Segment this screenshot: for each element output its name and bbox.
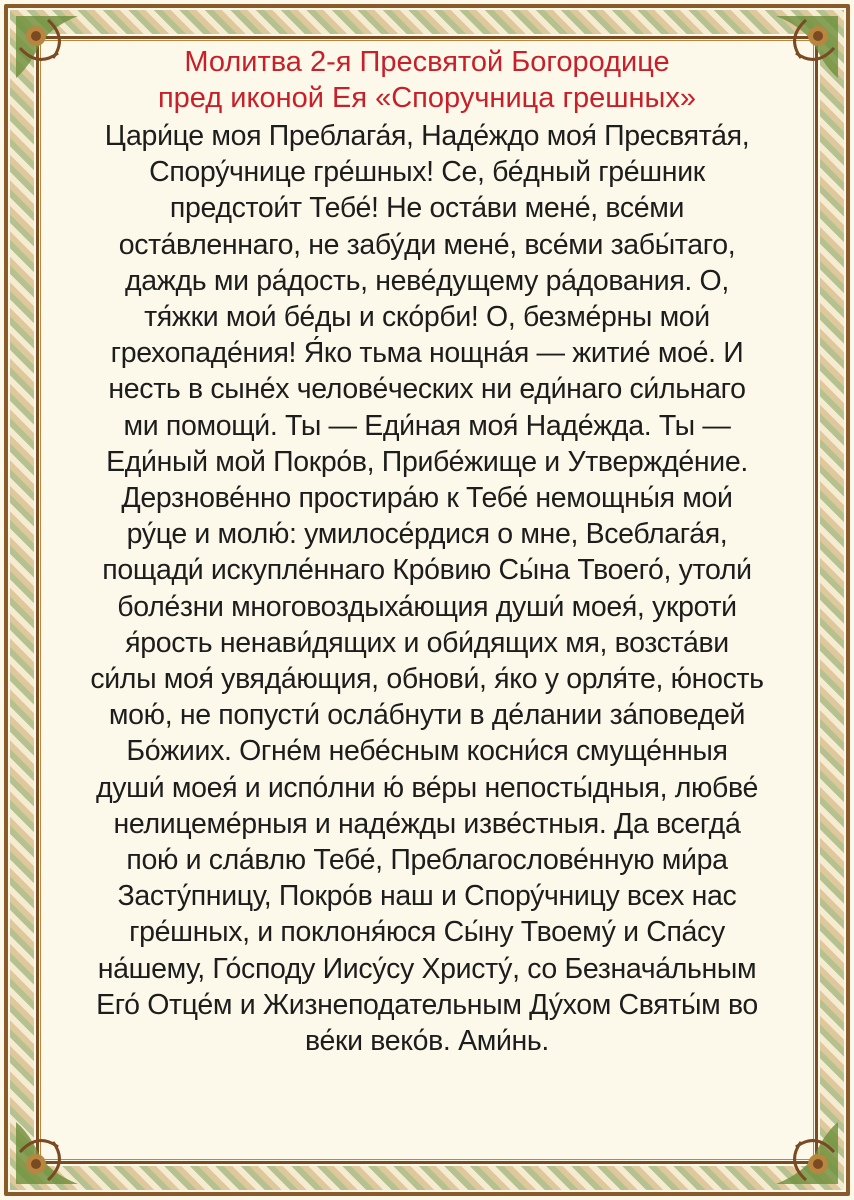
prayer-line: ру́це и молю́: умилосе́рдися о мне, Всеблага́я,: [126, 518, 728, 551]
prayer-line: Его́ Отце́м и Жизнеподательным Ду́хом Святы́м во: [96, 988, 758, 1021]
corner-ornament-bottom-right: [736, 1082, 846, 1192]
corner-ornament-bottom-left: [8, 1082, 118, 1192]
prayer-line: ми помощи́. Ты — Еди́ная моя́ Наде́жда. Ты —: [123, 409, 731, 442]
prayer-line: тя́жки мои́ бе́ды и ско́рби! О, безме́рны мои́: [144, 301, 710, 334]
prayer-body: [52, 118, 802, 1059]
prayer-line: Еди́ный мой Покро́в, Прибе́жище и Утвержде́ние.: [106, 445, 748, 478]
prayer-line: боле́зни многовоздыха́ющия души́ моея́, укроти́: [117, 590, 737, 623]
prayer-line: мою́, не попусти́ осла́бнути в де́лании за́поведей: [108, 699, 746, 732]
prayer-line: на́шему, Го́споду Иису́су Христу́, со Безнача́льным: [97, 952, 757, 985]
prayer-content: [52, 44, 802, 1059]
prayer-line: ве́ки веко́в. Ами́нь.: [305, 1025, 549, 1058]
prayer-line: Бо́жиих. Огне́м небе́сным косни́ся смуще́нныя: [126, 735, 728, 768]
prayer-line: оста́вленнаго, не забу́ди мене́, все́ми забы́таго,: [118, 228, 736, 261]
prayer-title-line-1: Молитва 2-я Пресвятой Богородице: [184, 46, 670, 78]
prayer-line: пощади́ искупле́ннаго Кро́вию Сы́на Твоего́, утоли́: [102, 554, 752, 587]
prayer-line: предстои́т Тебе́! Не оста́ви мене́, все́ми: [169, 192, 685, 225]
prayer-line: Цари́це моя Преблага́я, Наде́ждо моя́ Пресвята́я,: [104, 120, 750, 152]
prayer-line: души́ моея́ и испо́лни ю́ ве́ры непосты́дныя, любве́: [96, 771, 758, 804]
prayer-line: я́рость ненави́дящих и оби́дящих мя, возста́ви: [125, 626, 729, 659]
prayer-line: даждь ми ра́дость, неве́дущему ра́дования. О,: [125, 264, 729, 297]
prayer-line: нелицеме́рныя и наде́жды изве́стныя. Да всегда́: [113, 807, 741, 840]
prayer-line: Дерзнове́нно простира́ю к Тебе́ немощны́я мои́: [121, 482, 733, 515]
prayer-line: Спору́чнице гре́шных! Се, бе́дный гре́шник: [149, 156, 705, 189]
prayer-line: Засту́пницу, Покро́в наш и Спору́чницу всех нас: [117, 880, 737, 913]
prayer-title-line-2: пред иконой Ея «Споручница грешных»: [157, 82, 697, 114]
prayer-line: грехопаде́ния! Я́ко тьма нощна́я — житие́ мое́. И: [110, 337, 744, 370]
prayer-line: пою́ и сла́влю Тебе́, Преблагослове́нную ми́ра: [126, 844, 728, 877]
prayer-title: [52, 44, 802, 116]
prayer-line: несть в сыне́х челове́ческих ни еди́наго си́льнаго: [108, 373, 746, 406]
prayer-line: си́лы моя́ увяда́ющия, обнови́, я́ко у орля́те, ю́ность: [90, 663, 764, 696]
prayer-line: гре́шных, и поклоня́юся Сы́ну Твоему́ и Спа́су: [129, 916, 725, 949]
